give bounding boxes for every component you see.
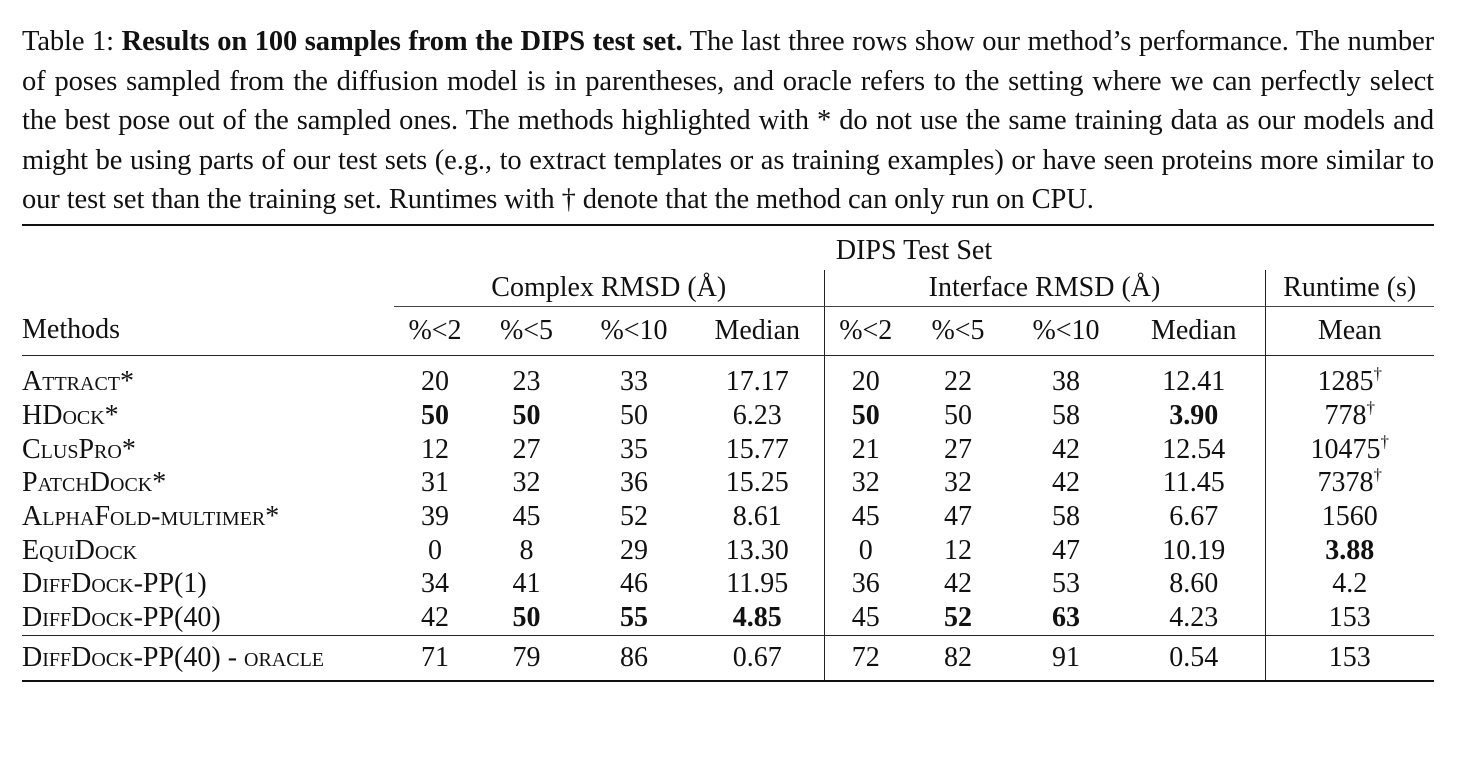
method-name: DiffDock-PP(40): [22, 602, 221, 634]
cell-best: 52: [944, 602, 972, 634]
cell: 46: [620, 568, 648, 600]
method-name: ClusPro*: [22, 433, 136, 465]
cell: 12.54: [1162, 433, 1226, 465]
results-table: [22, 224, 1434, 683]
cell: 31: [421, 467, 449, 499]
table-row: [22, 500, 1434, 534]
cell: 47: [1052, 534, 1080, 566]
cell: 8.60: [1169, 568, 1219, 600]
table-row: [22, 467, 1434, 501]
col-header: %<10: [1032, 314, 1100, 346]
cell-best: 3.88: [1325, 534, 1375, 566]
method-name: PatchDock*: [22, 467, 167, 499]
cell: 39: [421, 501, 449, 533]
cell: 42: [944, 568, 972, 600]
cell: 27: [512, 433, 541, 465]
col-header: Median: [1150, 314, 1237, 346]
cell: 33: [577, 355, 691, 399]
cpu-dagger: †: [1373, 364, 1382, 384]
cell-best: 50: [421, 400, 449, 432]
cell: 21: [824, 433, 907, 467]
cell: 12.41: [1123, 355, 1265, 399]
cell: 45: [824, 601, 907, 635]
method-name: DiffDock-PP(40) - oracle: [22, 636, 394, 682]
runtime-value: 1285: [1317, 366, 1374, 398]
table-row: [22, 399, 1434, 433]
cell: 91: [1009, 636, 1123, 682]
runtime-value: 7378: [1317, 467, 1374, 499]
cell: 27: [944, 433, 972, 465]
cell: 50: [620, 400, 648, 432]
cell: 79: [476, 636, 577, 682]
runtime-cell: [1265, 467, 1434, 501]
table-row: [22, 433, 1434, 467]
cell: 34: [421, 568, 449, 600]
cell: 8: [519, 534, 534, 566]
col-header: %<10: [600, 314, 668, 346]
cell: 11.95: [726, 568, 789, 600]
col-header: %<2: [824, 306, 907, 355]
cell: 12: [421, 433, 449, 465]
cell: 8.61: [732, 501, 782, 533]
cell: 20: [824, 355, 907, 399]
cell-best: 50: [851, 400, 880, 432]
table-row-oracle: [22, 636, 1434, 682]
table-row: [22, 534, 1434, 568]
method-name: EquiDock: [22, 534, 138, 566]
caption-bold: Results on 100 samples from the DIPS test set.: [121, 26, 683, 57]
cell: 22: [907, 355, 1009, 399]
cell-best: 3.90: [1169, 400, 1219, 432]
cell: 0: [428, 534, 442, 566]
col-header: Median: [714, 314, 801, 346]
interface-rmsd-header: Interface RMSD (Å): [824, 270, 1265, 307]
cell: 32: [512, 467, 541, 499]
cell: 32: [944, 467, 972, 499]
cell: 13.30: [725, 534, 789, 566]
cell: 86: [577, 636, 691, 682]
methods-header: Methods: [22, 314, 120, 346]
cell: 82: [907, 636, 1009, 682]
method-name: DiffDock-PP(1): [22, 568, 207, 600]
cell: 58: [1052, 501, 1080, 533]
method-name: HDock*: [22, 400, 119, 432]
cpu-dagger: †: [1380, 431, 1389, 451]
cell-best: 63: [1052, 602, 1080, 634]
runtime-cell: 1560: [1265, 500, 1434, 534]
cell: 15.77: [725, 433, 789, 465]
runtime-cell: 4.2: [1265, 568, 1434, 602]
table-row: [22, 601, 1434, 635]
cell: 38: [1009, 355, 1123, 399]
cell: 58: [1052, 400, 1080, 432]
cell: 36: [620, 467, 648, 499]
cell: 45: [512, 501, 541, 533]
cell: 42: [421, 602, 449, 634]
cell: 10.19: [1162, 534, 1226, 566]
cell: 50: [944, 400, 972, 432]
method-name: AlphaFold-multimer*: [22, 501, 280, 533]
cell: 45: [824, 500, 907, 534]
cell-best: 4.85: [732, 602, 782, 634]
runtime-cell: [1265, 433, 1434, 467]
col-header: %<2: [408, 314, 462, 346]
cell: 41: [512, 568, 541, 600]
runtime-header: Runtime (s): [1265, 270, 1434, 307]
runtime-value: 778: [1324, 400, 1367, 432]
cell: 15.25: [725, 467, 789, 499]
complex-rmsd-header: Complex RMSD (Å): [394, 270, 824, 307]
cell: 42: [1052, 433, 1080, 465]
table-figure: [22, 22, 1434, 682]
cell: 6.23: [732, 400, 782, 432]
col-header: Mean: [1265, 306, 1434, 355]
cell: 0.67: [691, 636, 824, 682]
cell: 71: [394, 636, 476, 682]
cell: 32: [824, 467, 907, 501]
cell: 47: [944, 501, 972, 533]
runtime-cell: 153: [1265, 601, 1434, 635]
cell: 0: [824, 534, 907, 568]
table-row: [22, 568, 1434, 602]
cpu-dagger: †: [1366, 398, 1375, 418]
runtime-cell: [1265, 399, 1434, 433]
cell: 0.54: [1123, 636, 1265, 682]
cell: 6.67: [1169, 501, 1219, 533]
cell-best: 55: [620, 602, 648, 634]
table-caption: [22, 22, 1434, 220]
cell: 72: [824, 636, 907, 682]
cell: 11.45: [1162, 467, 1225, 499]
table-row: [22, 355, 1434, 399]
cell: 35: [620, 433, 648, 465]
cell: 36: [824, 568, 907, 602]
cell: 12: [944, 534, 972, 566]
cell-best: 50: [512, 400, 541, 432]
cell-best: 50: [512, 602, 541, 634]
cell: 20: [394, 355, 476, 399]
col-header: %<5: [499, 314, 554, 346]
cpu-dagger: †: [1373, 465, 1382, 485]
runtime-value: 10475: [1310, 433, 1381, 465]
cell: 53: [1052, 568, 1080, 600]
runtime-cell: 153: [1265, 636, 1434, 682]
method-name: Attract*: [22, 355, 394, 399]
cell: 17.17: [691, 355, 824, 399]
caption-text: The last three rows show our method’s performance. The number of poses sampled from the diffusion model is in parentheses, and oracle refers to the setting where we can perfectly select the best pose out of the sampled ones. The methods highlighted with * do not use the same training data as our models and might be using parts of our test sets (e.g., to extract templates or as training examples) or have seen proteins more similar to our test set than the training set. Runtimes with † denote that the method can only run on CPU.: [22, 26, 1434, 215]
runtime-cell: [1265, 355, 1434, 399]
cell: 23: [476, 355, 577, 399]
col-header: %<5: [931, 314, 985, 346]
dataset-header: DIPS Test Set: [394, 225, 1434, 270]
cell: 42: [1052, 467, 1080, 499]
cell: 29: [620, 534, 648, 566]
cell: 4.23: [1169, 602, 1219, 634]
cell: 52: [620, 501, 648, 533]
caption-label: Table 1:: [22, 26, 114, 57]
